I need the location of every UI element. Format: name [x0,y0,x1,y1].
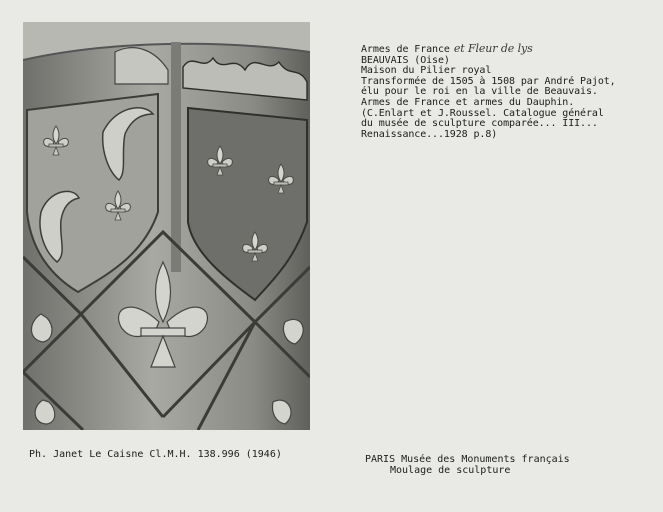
vertical-rib [171,42,181,272]
caption-reference: (C.Enlart et J.Roussel. Catalogue général [361,107,604,119]
caption-line: élu pour le roi en la ville de Beauvais. [361,86,598,98]
museum-collection: Moulage de sculpture [390,465,511,476]
caption-reference: du musée de sculpture comparée... III... [361,118,598,130]
handwritten-annotation: et Fleur de lys [453,42,533,55]
caption-building: Maison du Pilier royal [361,65,492,77]
caption-block [361,44,656,140]
caption-title: Armes de France [361,44,450,55]
caption-location: BEAUVAIS (Oise) [361,54,450,66]
sculpture-photograph [23,22,310,430]
museum-label [365,454,570,476]
caption-title-line [361,44,656,56]
photo-credit: Ph. Janet Le Caisne Cl.M.H. 138.996 (1946) [29,449,282,460]
caption-reference: Renaissance...1928 p.8) [361,128,498,140]
museum-name: PARIS Musée des Monuments français [365,454,570,465]
caption-line: Armes de France et armes du Dauphin. [361,96,575,108]
caption-line: Transformée de 1505 à 1508 par André Pajot, [361,75,616,87]
